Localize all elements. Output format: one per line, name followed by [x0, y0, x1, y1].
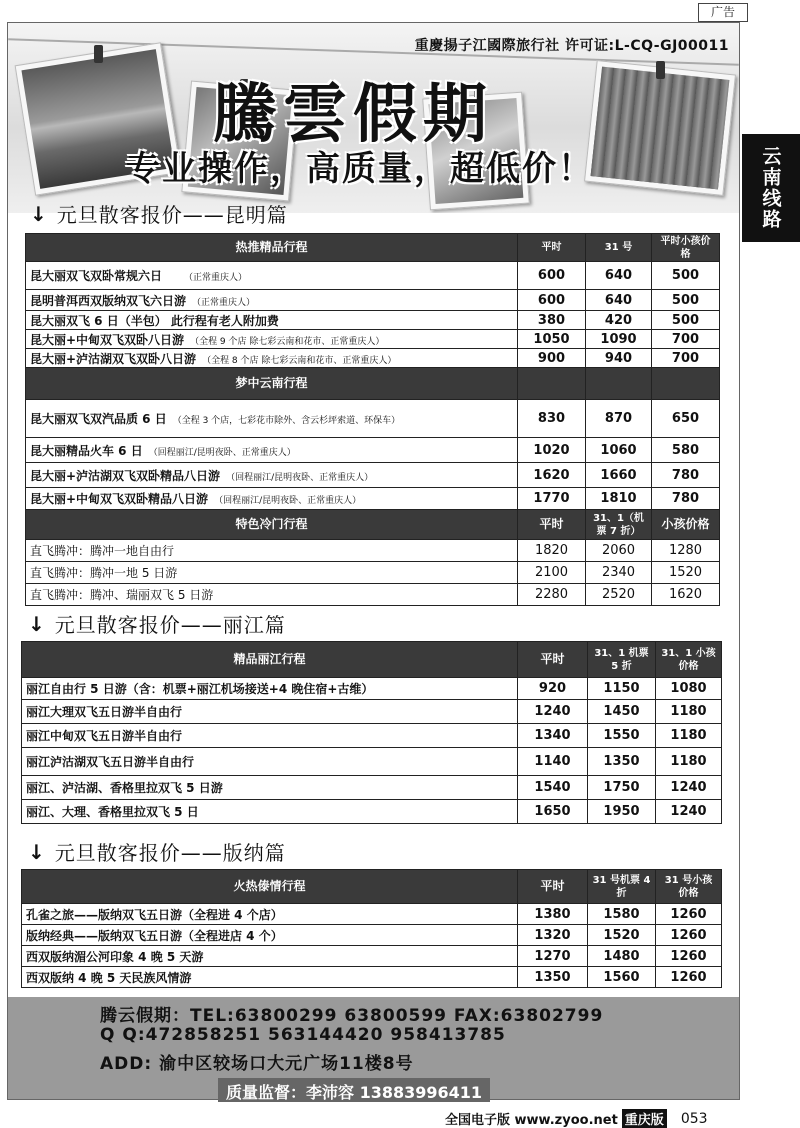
- banner: [8, 23, 739, 213]
- price-cell: 1550: [588, 724, 656, 748]
- route-cell: 直飞腾冲：腾冲、瑞丽双飞 5 日游: [26, 584, 518, 606]
- price-cell: 1660: [586, 463, 652, 488]
- route-cell: [652, 368, 720, 400]
- table-row: [22, 904, 722, 925]
- route-cell: [26, 438, 518, 463]
- price-cell: 1950: [588, 800, 656, 824]
- price-cell: 2340: [586, 562, 652, 584]
- price-cell: 580: [652, 438, 720, 463]
- price-cell: 1020: [518, 438, 586, 463]
- price-cell: 1260: [656, 925, 722, 946]
- price-cell: 500: [652, 262, 720, 290]
- header-route: 精品丽江行程: [22, 642, 518, 678]
- contact-tel-fax: 腾云假期：TEL:63800299 63800599 FAX:63802799: [100, 1006, 604, 1026]
- quality-supervision: 质量监督：李沛容 13883996411: [218, 1078, 490, 1102]
- price-cell: 1820: [518, 540, 586, 562]
- header-child: 31、1 小孩价格: [656, 642, 722, 678]
- route-name: 昆大丽+中甸双飞双卧八日游: [30, 332, 185, 347]
- price-cell: 600: [518, 290, 586, 311]
- route-cell: [26, 488, 518, 510]
- section-title: 元旦散客报价——版纳篇: [54, 841, 286, 865]
- contact-address: ADD: 渝中区较场口大元广场11楼8号: [100, 1054, 414, 1074]
- route-note: （正常重庆人）: [192, 297, 256, 308]
- price-cell: 2520: [586, 584, 652, 606]
- down-arrow-icon: ↓: [28, 839, 45, 864]
- price-cell: 1050: [518, 330, 586, 349]
- price-cell: 1810: [586, 488, 652, 510]
- price-cell: 1520: [588, 925, 656, 946]
- header-regular: 平时: [518, 642, 588, 678]
- price-cell: 920: [518, 678, 588, 700]
- table-row: [22, 967, 722, 988]
- edition-badge: 重庆版: [622, 1109, 667, 1128]
- route-cell: 丽江大理双飞五日游半自由行: [22, 700, 518, 724]
- price-cell: 780: [652, 463, 720, 488]
- table-row: [26, 290, 720, 311]
- header-child: 小孩价格: [652, 510, 720, 540]
- table-row: [22, 678, 722, 700]
- brand-title: 騰雲假期: [213, 77, 493, 152]
- route-cell: 丽江、泸沽湖、香格里拉双飞 5 日游: [22, 776, 518, 800]
- header-route: 火热傣情行程: [22, 870, 518, 904]
- header-regular: 平时: [518, 234, 586, 262]
- table-row: [22, 700, 722, 724]
- price-cell: 2280: [518, 584, 586, 606]
- table-row: [26, 330, 720, 349]
- price-cell: 1770: [518, 488, 586, 510]
- price-cell: 1540: [518, 776, 588, 800]
- price-cell: 1260: [656, 904, 722, 925]
- table-row: [22, 724, 722, 748]
- landscape-photo-stone-forest: [584, 60, 736, 196]
- clip-icon: [656, 61, 665, 79]
- contact-qq: Q Q:472858251 563144420 958413785: [100, 1025, 506, 1045]
- price-cell: 1560: [588, 967, 656, 988]
- ad-label: 广告: [698, 3, 748, 22]
- route-cell: [26, 400, 518, 438]
- header-regular: 平时: [518, 870, 588, 904]
- header-dream-route: 梦中云南行程: [26, 368, 518, 400]
- price-cell: 500: [652, 290, 720, 311]
- price-cell: 1180: [656, 724, 722, 748]
- price-cell: 1580: [588, 904, 656, 925]
- section-title: 元旦散客报价——昆明篇: [56, 203, 288, 227]
- table-row: [26, 584, 720, 606]
- section-heading-kunming: [30, 199, 288, 228]
- header-31-1: 31、1 机票 5 折: [588, 642, 656, 678]
- banna-price-table: [21, 869, 722, 988]
- route-cell: 直飞腾冲：腾冲一地自由行: [26, 540, 518, 562]
- price-cell: 1240: [656, 800, 722, 824]
- route-note: （回程丽江/昆明夜卧、正常重庆人）: [214, 496, 362, 506]
- route-note: （全程 8 个店 除七彩云南和花市、正常重庆人）: [202, 355, 397, 366]
- table-row: [22, 776, 722, 800]
- route-cell: [26, 262, 518, 290]
- route-cell: 丽江自由行 5 日游（含：机票+丽江机场接送+4 晚住宿+古维）: [22, 678, 518, 700]
- section-heading-banna: [28, 837, 286, 866]
- price-cell: 1520: [652, 562, 720, 584]
- price-cell: 1480: [588, 946, 656, 967]
- price-cell: 380: [518, 311, 586, 330]
- price-cell: 600: [518, 262, 586, 290]
- table-row: [26, 311, 720, 330]
- price-cell: 1060: [586, 438, 652, 463]
- table-row: [22, 925, 722, 946]
- route-note: （正常重庆人）: [184, 273, 248, 283]
- price-cell: 940: [586, 349, 652, 368]
- route-note: （全程 9 个店 除七彩云南和花市、正常重庆人）: [190, 336, 385, 347]
- route-cell: [26, 463, 518, 488]
- price-cell: 1240: [518, 700, 588, 724]
- price-cell: 2060: [586, 540, 652, 562]
- table-row: [26, 540, 720, 562]
- price-cell: 500: [652, 311, 720, 330]
- table-row: [22, 800, 722, 824]
- price-cell: 780: [652, 488, 720, 510]
- route-cell: 孔雀之旅——版纳双飞五日游（全程进 4 个店）: [22, 904, 518, 925]
- table-row: [26, 400, 720, 438]
- route-cell: [518, 368, 586, 400]
- lijiang-price-table: [21, 641, 722, 824]
- table-row: [26, 438, 720, 463]
- route-cell: [26, 290, 518, 311]
- route-note: （全程 3 个店，七彩花市除外、含云杉坪索道、环保车）: [172, 416, 401, 426]
- table-header-row: [22, 642, 722, 678]
- price-cell: 1270: [518, 946, 588, 967]
- price-cell: 1340: [518, 724, 588, 748]
- table-row: [26, 262, 720, 290]
- price-cell: 1320: [518, 925, 588, 946]
- page-footer: [445, 1109, 708, 1128]
- route-cell: 西双版纳湄公河印象 4 晚 5 天游: [22, 946, 518, 967]
- route-cell: 丽江泸沽湖双飞五日游半自由行: [22, 748, 518, 776]
- price-cell: 870: [586, 400, 652, 438]
- table-row: [26, 488, 720, 510]
- route-name: 昆大丽精品火车 6 日: [30, 443, 143, 458]
- route-note: （回程丽江/昆明夜卧、正常重庆人）: [226, 472, 374, 483]
- route-name: 昆大丽双飞双汽品质 6 日: [30, 412, 167, 426]
- price-cell: 2100: [518, 562, 586, 584]
- header-31-1: 31、1（机票 7 折）: [586, 510, 652, 540]
- price-cell: 1750: [588, 776, 656, 800]
- site-url[interactable]: 全国电子版 www.zyoo.net: [445, 1113, 618, 1128]
- price-cell: 1450: [588, 700, 656, 724]
- price-cell: 700: [652, 349, 720, 368]
- route-cell: 丽江中甸双飞五日游半自由行: [22, 724, 518, 748]
- header-child: 31 号小孩价格: [656, 870, 722, 904]
- route-name: 昆大丽双飞双卧常规六日: [30, 269, 163, 283]
- page-number: 053: [680, 1110, 708, 1127]
- advert-frame: [7, 22, 740, 1100]
- price-cell: 650: [652, 400, 720, 438]
- section-title: 元旦散客报价——丽江篇: [54, 613, 286, 637]
- route-cell: 西双版纳 4 晚 5 天民族风情游: [22, 967, 518, 988]
- price-cell: 640: [586, 262, 652, 290]
- table-header-row: [22, 870, 722, 904]
- route-name: 昆大丽+中甸双飞双卧精品八日游: [30, 492, 209, 506]
- price-cell: 1350: [518, 967, 588, 988]
- table-row: [26, 562, 720, 584]
- route-cell: 直飞腾冲：腾冲一地 5 日游: [26, 562, 518, 584]
- price-cell: 1280: [652, 540, 720, 562]
- route-cell: [26, 311, 518, 330]
- route-name: 昆大丽+泸沽湖双飞双卧精品八日游: [30, 468, 221, 483]
- table-row: [26, 349, 720, 368]
- table-row: [26, 463, 720, 488]
- header-31: 31 号机票 4 折: [588, 870, 656, 904]
- price-cell: 1620: [652, 584, 720, 606]
- route-cell: [26, 330, 518, 349]
- route-cell: 版纳经典——版纳双飞五日游（全程进店 4 个）: [22, 925, 518, 946]
- side-category-tab[interactable]: 云南线路: [742, 134, 800, 242]
- down-arrow-icon: ↓: [28, 611, 45, 636]
- route-cell: [26, 349, 518, 368]
- kunming-price-table: [25, 233, 720, 606]
- price-cell: 1080: [656, 678, 722, 700]
- header-special-route: 特色冷门行程: [26, 510, 518, 540]
- header-child: 平时小孩价格: [652, 234, 720, 262]
- price-cell: 1090: [586, 330, 652, 349]
- brand-slogan: 专业操作，高质量，超低价！: [126, 149, 594, 189]
- route-cell: 丽江、大理、香格里拉双飞 5 日: [22, 800, 518, 824]
- route-cell: [586, 368, 652, 400]
- section-heading-lijiang: [28, 609, 286, 638]
- table-row: [22, 946, 722, 967]
- table-header-row: [26, 234, 720, 262]
- price-cell: 1620: [518, 463, 586, 488]
- price-cell: 1650: [518, 800, 588, 824]
- table-row: [22, 748, 722, 776]
- header-31: 31 号: [586, 234, 652, 262]
- price-cell: 830: [518, 400, 586, 438]
- price-cell: 420: [586, 311, 652, 330]
- price-cell: 640: [586, 290, 652, 311]
- price-cell: 1350: [588, 748, 656, 776]
- route-name: 昆明普洱西双版纳双飞六日游: [30, 293, 187, 308]
- price-cell: 1180: [656, 748, 722, 776]
- price-cell: 1240: [656, 776, 722, 800]
- clip-icon: [94, 45, 103, 63]
- route-name: 昆大丽双飞 6 日（半包） 此行程有老人附加费: [30, 313, 279, 328]
- down-arrow-icon: ↓: [30, 201, 47, 226]
- price-cell: 700: [652, 330, 720, 349]
- header-regular: 平时: [518, 510, 586, 540]
- price-cell: 1260: [656, 967, 722, 988]
- header-route: 热推精品行程: [26, 234, 518, 262]
- agency-license: 重慶揚子江國際旅行社 许可证:L-CQ-GJ00011: [414, 38, 729, 54]
- price-cell: 900: [518, 349, 586, 368]
- table-header-row: [26, 368, 720, 400]
- route-note: （回程丽江/昆明夜卧、正常重庆人）: [148, 447, 296, 458]
- price-cell: 1150: [588, 678, 656, 700]
- price-cell: 1380: [518, 904, 588, 925]
- table-header-row: [26, 510, 720, 540]
- route-name: 昆大丽+泸沽湖双飞双卧八日游: [30, 351, 197, 366]
- price-cell: 1140: [518, 748, 588, 776]
- price-cell: 1260: [656, 946, 722, 967]
- price-cell: 1180: [656, 700, 722, 724]
